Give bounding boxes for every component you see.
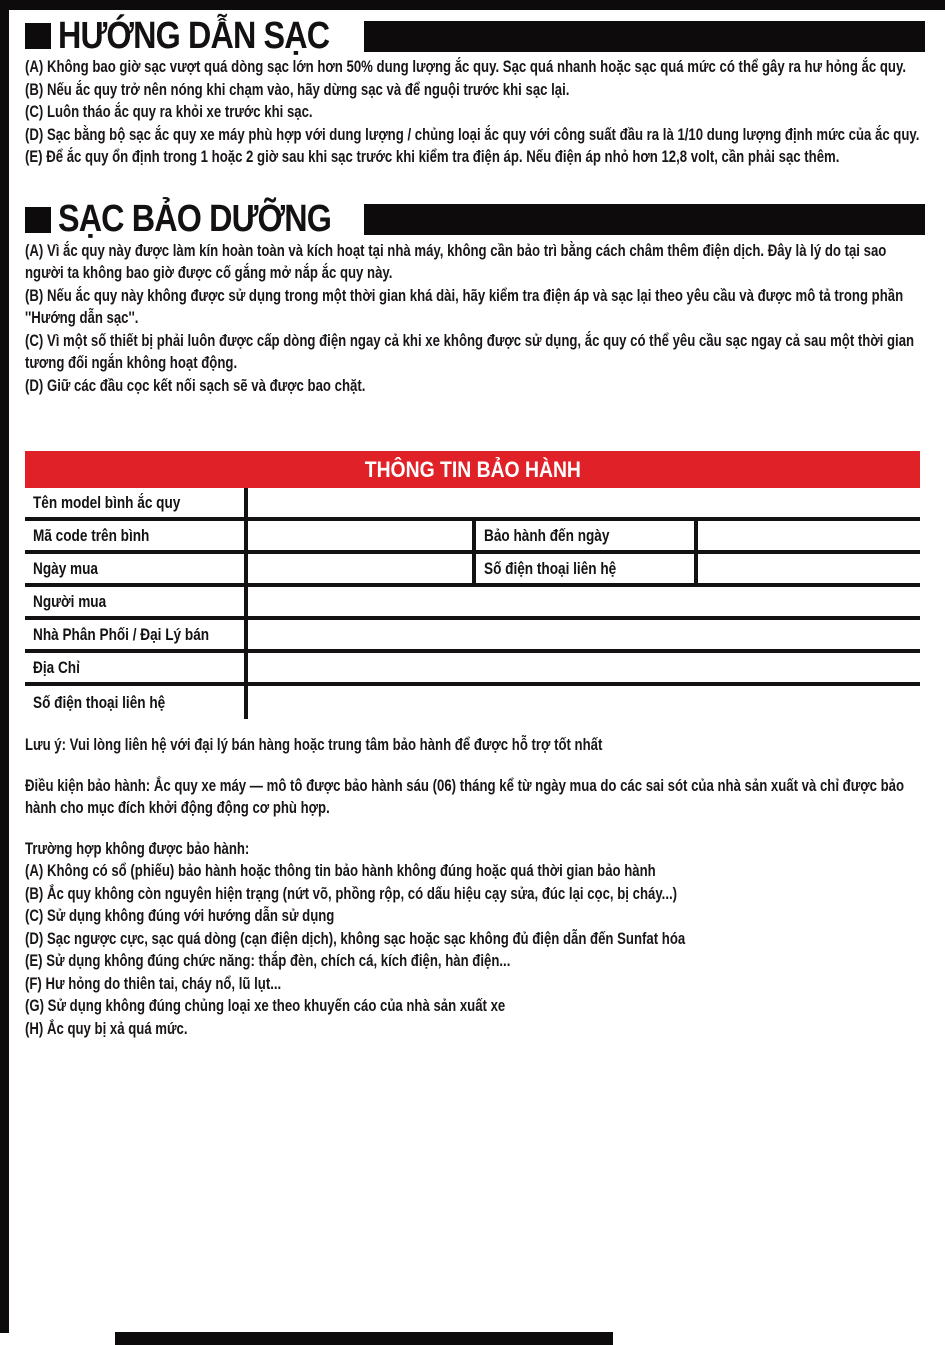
- paragraph: (D) Sạc bằng bộ sạc ắc quy xe máy phù hợp với dung lượng / chủng loại ắc quy với công suất đầu ra là 1/10 dung lượng định mức của ắc quy.: [25, 124, 920, 144]
- paragraph: (A) Không bao giờ sạc vượt quá dòng sạc lớn hơn 50% dung lượng ắc quy. Sạc quá nhanh hoặc sạc quá mức có thể gây ra hư hỏng ắc quy.: [25, 57, 906, 76]
- dealer-value-cell: [248, 620, 920, 653]
- warranty-info-banner-title: THÔNG TIN BẢO HÀNH: [364, 456, 581, 482]
- contact-phone-label-cell: [476, 554, 698, 587]
- paragraph: (D) Giữ các đầu cọc kết nối sạch sẽ và được bao chặt.: [25, 375, 366, 395]
- square-marker-icon: [25, 23, 51, 49]
- contact-phone-label: Số điện thoại liên hệ: [484, 558, 617, 578]
- page-top-border: [0, 0, 945, 10]
- buyer-value-cell: [248, 587, 920, 620]
- code-label-cell: [25, 521, 248, 554]
- paragraph: (B) Nếu ắc quy trở nên nóng khi chạm vào, hãy dừng sạc và để nguội trước khi sạc lại.: [25, 79, 570, 99]
- maintenance-charging-header: [25, 198, 920, 240]
- warranty-until-label: Bảo hành đến ngày: [484, 525, 610, 545]
- buyer-label: Người mua: [33, 591, 107, 611]
- maintenance-charging-title: SẠC BẢO DƯỠNG: [58, 198, 331, 240]
- exclusion-item: (C) Sử dụng không đúng với hướng dẫn sử dụng: [25, 906, 335, 925]
- purchase-date-label-cell: [25, 554, 248, 587]
- warranty-info-banner: [25, 451, 920, 488]
- page-bottom-bar: [115, 1332, 613, 1345]
- exclusion-item: (F) Hư hỏng do thiên tai, cháy nổ, lũ lụt...: [25, 973, 282, 993]
- page-left-border: [0, 0, 9, 1333]
- code-value-cell: [248, 521, 476, 554]
- warranty-until-value-cell: [698, 521, 920, 554]
- address-value-cell: [248, 653, 920, 686]
- note-text: Lưu ý: Vui lòng liên hệ với đại lý bán hàng hoặc trung tâm bảo hành để được hỗ trợ tốt nhất: [25, 735, 603, 754]
- contact-phone2-label: Số điện thoại liên hệ: [33, 692, 166, 712]
- charging-instructions-title: HƯỚNG DẪN SẠC: [58, 14, 330, 57]
- model-label: Tên model bình ắc quy: [33, 492, 181, 512]
- header-bar: [364, 21, 925, 52]
- paragraph: (C) Luôn tháo ắc quy ra khỏi xe trước khi sạc.: [25, 102, 313, 121]
- exclusion-item: (B) Ắc quy không còn nguyên hiện trạng (nứt võ, phồng rộp, có dấu hiệu cạy sửa, đúc lại cọc, bị cháy...): [25, 883, 678, 903]
- exclusion-item: (D) Sạc ngược cực, sạc quá dòng (cạn điện dịch), không sạc hoặc sạc không đủ điện dẫn đến Sunfat hóa: [25, 928, 686, 948]
- document-content: [25, 14, 920, 1040]
- contact-phone2-label-cell: [25, 686, 248, 719]
- exclusion-item: (E) Sử dụng không đúng chức năng: thắp đèn, chích cá, kích điện, hàn điện...: [25, 951, 511, 970]
- contact-phone-value-cell: [698, 554, 920, 587]
- exclusion-item: (A) Không có sổ (phiếu) bảo hành hoặc thông tin bảo hành không đúng hoặc quá thời gian bảo hành: [25, 861, 656, 880]
- purchase-date-label: Ngày mua: [33, 558, 98, 578]
- exclusion-item: (G) Sử dụng không đúng chủng loại xe theo khuyến cáo của nhà sản xuất xe: [25, 996, 506, 1015]
- dealer-label: Nhà Phân Phối / Đại Lý bán: [33, 624, 210, 644]
- paragraph: (E) Để ắc quy ổn định trong 1 hoặc 2 giờ sau khi sạc trước khi kiểm tra điện áp. Nếu điện áp nhỏ hơn 12,8 volt, cần phải sạc thêm.: [25, 147, 840, 166]
- warranty-table: [25, 488, 920, 719]
- exclusions-block: [25, 838, 920, 1041]
- section-title-box: [58, 15, 358, 58]
- address-label-cell: [25, 653, 248, 686]
- exclusion-item: (H) Ắc quy bị xả quá mức.: [25, 1018, 188, 1038]
- dealer-label-cell: [25, 620, 248, 653]
- header-bar: [364, 204, 925, 235]
- purchase-date-value-cell: [248, 554, 476, 587]
- model-label-cell: [25, 488, 248, 521]
- conditions-block: [25, 775, 920, 820]
- paragraph: (B) Nếu ắc quy này không được sử dụng trong một thời gian khá dài, hãy kiểm tra điện áp và sạc lại theo yêu cầu và được mô tả trong phần ''Hướng dẫn sạc''.: [25, 285, 904, 327]
- contact-phone2-value-cell: [248, 686, 920, 719]
- charging-instructions-header: [25, 14, 920, 57]
- exclusions-title: Trường hợp không được bảo hành:: [25, 838, 250, 858]
- warranty-until-label-cell: [476, 521, 698, 554]
- maintenance-charging-body: [25, 240, 920, 398]
- paragraph: (A) Vì ắc quy này được làm kín hoàn toàn và kích hoạt tại nhà máy, không cần bảo trì bằng cách châm thêm điện dịch. Đây là lý do tại sao người ta không bao giờ được cố gắng mở nắp ắc quy này.: [25, 240, 887, 282]
- code-label: Mã code trên bình: [33, 525, 150, 545]
- conditions-text: Điều kiện bảo hành: Ắc quy xe máy — mô tô được bảo hành sáu (06) tháng kể từ ngày mua do các sai sót của nhà sản xuất và chỉ được bảo hành cho mục đích khởi động động cơ phù hợp.: [25, 775, 905, 817]
- square-marker-icon: [25, 207, 51, 233]
- section-title-box: [58, 198, 358, 241]
- charging-instructions-body: [25, 56, 920, 169]
- address-label: Địa Chỉ: [33, 657, 80, 677]
- note-block: [25, 734, 920, 757]
- model-value-cell: [248, 488, 920, 521]
- buyer-label-cell: [25, 587, 248, 620]
- paragraph: (C) Vì một số thiết bị phải luôn được cấp dòng điện ngay cả khi xe không được sử dụng, ắc quy có thể yêu cầu sạc ngay cả sau một thời gian tương đối ngắn không hoạt động.: [25, 330, 915, 372]
